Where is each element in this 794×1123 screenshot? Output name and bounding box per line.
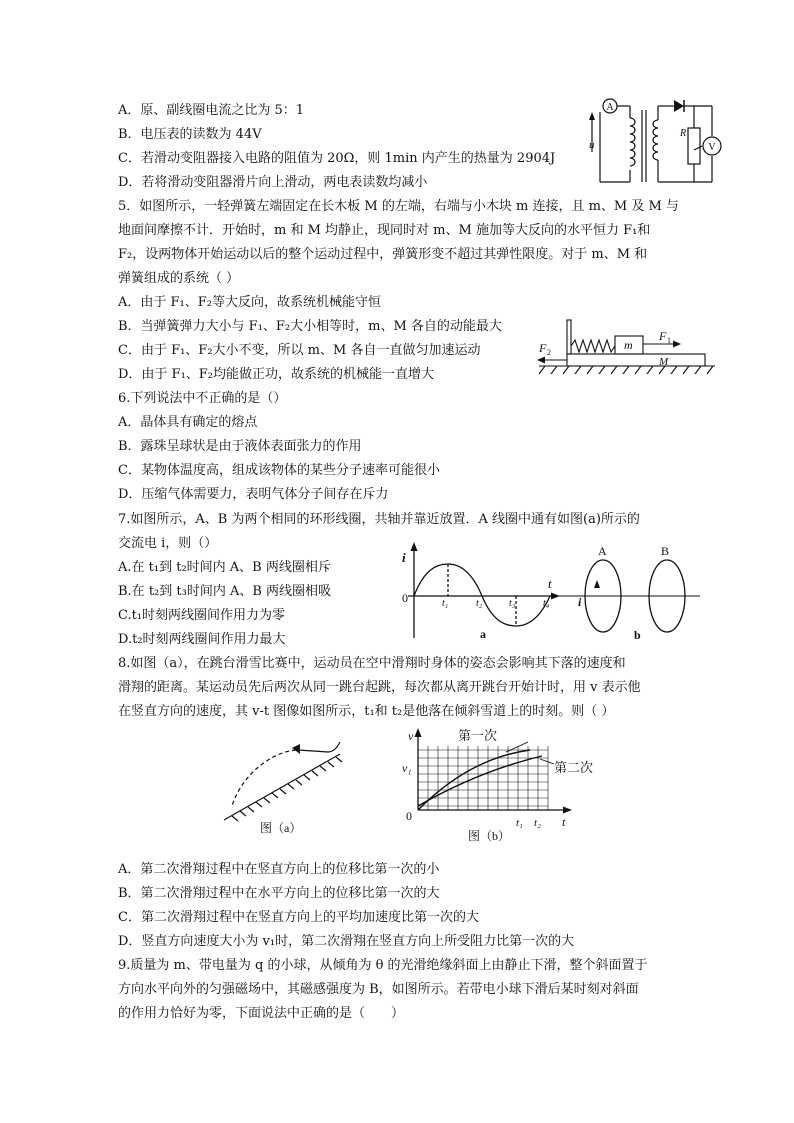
q9-stem-line-1: 9.质量为 m、带电量为 q 的小球，从倾角为 θ 的光滑绝缘斜面上由静止下滑，整个斜面置于 bbox=[118, 958, 648, 973]
q5-option-c: C．由于 F₁、F₂大小不变，所以 m、M 各自一直做匀加速运动 bbox=[118, 343, 481, 358]
svg-text:b: b bbox=[634, 628, 641, 642]
svg-text:v₁: v₁ bbox=[402, 761, 412, 775]
q5-stem-line-3: F₂，设两物体开始运动以后的整个运动过程中，弹簧形变不超过其弹性限度。对于 m、M 和 bbox=[118, 247, 648, 262]
svg-text:t: t bbox=[562, 815, 566, 829]
q6-option-b: B．露珠呈球状是由于液体表面张力的作用 bbox=[118, 439, 362, 454]
q7-stem-line-2: 交流电 i，则（） bbox=[118, 536, 218, 551]
q8-stem-line-1: 8.如图（a），在跳台滑雪比赛中，运动员在空中滑翔时身体的姿态会影响其下落的速度和 bbox=[118, 656, 626, 671]
svg-text:M: M bbox=[659, 356, 669, 368]
q5-option-b: B．当弹簧弹力大小与 F₁、F₂大小相等时，m、M 各自的动能最大 bbox=[118, 319, 502, 334]
q5-option-d: D．由于 F₁、F₂均能做正功，故系统的机械能一直增大 bbox=[118, 367, 435, 382]
q4-option-d: D．若将滑动变阻器滑片向上滑动，两电表读数均减小 bbox=[118, 175, 428, 190]
q7-stem-line-1: 7.如图所示，A、B 为两个相同的环形线圈，共轴并靠近放置．A 线圈中通有如图(a)所示的 bbox=[118, 512, 640, 527]
svg-text:a: a bbox=[480, 627, 486, 641]
first-jump-curve bbox=[418, 750, 530, 810]
q6-option-c: C．某物体温度高，组成该物体的某些分子速率可能很小 bbox=[118, 463, 440, 478]
q7-option-b: B.在 t₂到 t₃时间内 A、B 两线圈相吸 bbox=[118, 584, 332, 599]
q9-stem-line-3: 的作用力恰好为零，下面说法中正确的是（ ） bbox=[118, 1006, 405, 1021]
svg-text:v: v bbox=[408, 729, 414, 743]
q8-option-b: B．第二次滑翔过程中在水平方向上的位移比第一次的大 bbox=[118, 886, 440, 901]
svg-text:图（a）: 图（a） bbox=[260, 821, 302, 835]
q4-option-a: A．原、副线圈电流之比为 5：1 bbox=[118, 103, 305, 118]
svg-text:1: 1 bbox=[667, 336, 671, 345]
svg-text:t₂: t₂ bbox=[476, 598, 483, 609]
svg-text:0: 0 bbox=[402, 591, 408, 605]
q5-stem-line-1: 5．如图所示，一轻弹簧左端固定在长木板 M 的左端，右端与小木块 m 连接，且 m、M 及 M 与 bbox=[118, 199, 679, 214]
svg-text:t₂: t₂ bbox=[534, 817, 541, 829]
q8-vt-graph bbox=[390, 726, 610, 850]
q7-option-d: D.t₂时刻两线圈间作用力最大 bbox=[118, 632, 286, 647]
q5-spring-block-figure bbox=[535, 316, 720, 378]
svg-text:F: F bbox=[659, 329, 667, 343]
q8-stem-line-2: 滑翔的距离。某运动员先后两次从同一跳台起跳，每次都从离开跳台开始计时，用 v 表示他 bbox=[118, 680, 641, 695]
svg-text:V: V bbox=[708, 142, 716, 153]
q7-option-c: C.t₁时刻两线圈间作用力为零 bbox=[118, 608, 286, 623]
q8-ski-slope-figure bbox=[212, 728, 354, 840]
q9-stem-line-2: 方向水平向外的匀强磁场中，其磁感强度为 B，如图所示。若带电小球下滑后某时刻对斜面 bbox=[118, 982, 639, 997]
svg-text:t₁: t₁ bbox=[442, 598, 449, 609]
svg-text:t₃: t₃ bbox=[509, 598, 516, 609]
svg-text:R: R bbox=[680, 128, 687, 139]
svg-text:A: A bbox=[606, 102, 614, 113]
svg-text:u: u bbox=[589, 139, 595, 151]
second-jump-curve bbox=[418, 756, 542, 806]
q6-option-a: A．晶体具有确定的熔点 bbox=[118, 415, 258, 430]
q4-option-b: B．电压表的读数为 44V bbox=[118, 127, 262, 142]
q4-option-c: C．若滑动变阻器接入电路的阻值为 20Ω，则 1min 内产生的热量为 2904J bbox=[118, 151, 556, 166]
svg-text:F: F bbox=[539, 341, 547, 355]
svg-text:t: t bbox=[548, 576, 552, 591]
q8-option-d: D．竖直方向速度大小为 v₁时，第二次滑翔在竖直方向上所受阻力比第一次的大 bbox=[118, 934, 575, 949]
svg-text:i: i bbox=[578, 595, 582, 609]
q8-option-a: A．第二次滑翔过程中在竖直方向上的位移比第一次的小 bbox=[118, 862, 440, 877]
svg-text:t₄: t₄ bbox=[543, 598, 550, 609]
svg-text:第二次: 第二次 bbox=[554, 760, 594, 775]
q5-stem-line-2: 地面间摩擦不计．开始时，m 和 M 均静止，现同时对 m、M 施加等大反向的水平恒力 F₁和 bbox=[118, 223, 651, 238]
q4-transformer-circuit-figure bbox=[590, 92, 742, 188]
svg-text:t₁: t₁ bbox=[516, 817, 523, 829]
q6-stem: 6.下列说法中不正确的是（） bbox=[118, 391, 287, 406]
q6-option-d: D．压缩气体需要力，表明气体分子间存在斥力 bbox=[118, 487, 389, 502]
q5-stem-line-4: 弹簧组成的系统（ ） bbox=[118, 271, 240, 286]
svg-text:图（b）: 图（b） bbox=[468, 829, 511, 843]
svg-text:A: A bbox=[598, 544, 607, 558]
svg-text:i: i bbox=[402, 550, 406, 565]
svg-text:第一次: 第一次 bbox=[458, 728, 498, 743]
q5-option-a: A．由于 F₁、F₂等大反向，故系统机械能守恒 bbox=[118, 295, 381, 310]
q7-option-a: A.在 t₁到 t₂时间内 A、B 两线圈相斥 bbox=[118, 560, 331, 575]
svg-text:m: m bbox=[624, 338, 633, 352]
q7-coil-current-figure bbox=[398, 540, 718, 646]
q8-stem-line-3: 在竖直方向的速度，其 v-t 图像如图所示，t₁和 t₂是他落在倾斜雪道上的时刻。则（ ） bbox=[118, 704, 615, 719]
svg-text:2: 2 bbox=[547, 348, 551, 357]
alternating-current-curve bbox=[414, 564, 550, 626]
q8-option-c: C．第二次滑翔过程中在竖直方向上的平均加速度比第一次的大 bbox=[118, 910, 479, 925]
svg-text:0: 0 bbox=[406, 809, 412, 823]
svg-text:B: B bbox=[661, 544, 670, 558]
